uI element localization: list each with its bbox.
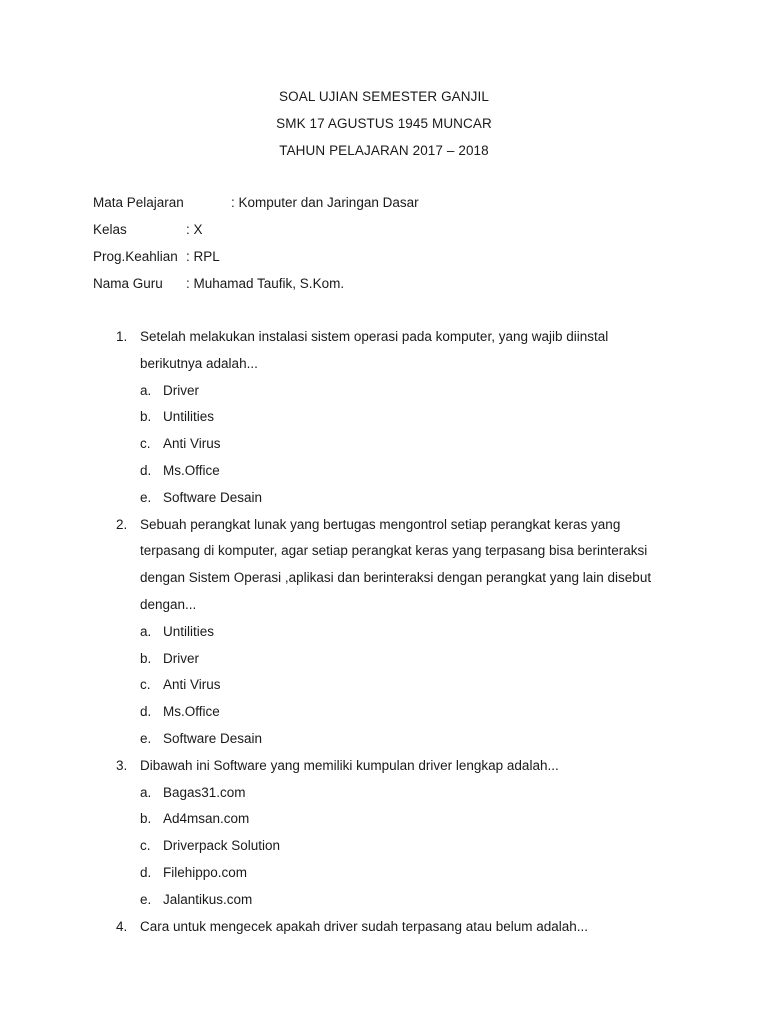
option-letter: e.: [140, 891, 152, 907]
info-value: : Muhamad Taufik, S.Kom.: [186, 276, 345, 291]
option-text: Driver: [163, 650, 199, 666]
option-text: Ms.Office: [163, 462, 220, 478]
option: [0, 462, 768, 489]
question-line: [0, 355, 768, 382]
info-value: : X: [186, 222, 203, 237]
question-line: [0, 542, 768, 569]
exam-info: [93, 194, 419, 302]
option: [0, 489, 768, 516]
question-number: 1.: [116, 329, 128, 344]
question-text: Dibawah ini Software yang memiliki kumpulan driver lengkap adalah...: [140, 757, 559, 773]
option-text: Software Desain: [163, 489, 263, 505]
document-header: [0, 88, 768, 169]
question-line: [0, 757, 768, 784]
info-label: Nama Guru: [93, 276, 163, 291]
option-letter: c.: [140, 436, 151, 452]
option-letter: b.: [140, 811, 152, 827]
question-text: Setelah melakukan instalasi sistem operasi pada komputer, yang wajib diinstal: [140, 329, 609, 344]
question-number: 2.: [116, 516, 128, 532]
option-letter: d.: [140, 704, 152, 720]
option: [0, 810, 768, 837]
header-year: TAHUN PELAJARAN 2017 – 2018: [279, 143, 489, 158]
option-letter: d.: [140, 462, 152, 478]
question-list: [0, 328, 768, 944]
question-text: Cara untuk mengecek apakah driver sudah terpasang atau belum adalah...: [140, 918, 589, 934]
option: [0, 784, 768, 811]
option: [0, 623, 768, 650]
header-school: SMK 17 AGUSTUS 1945 MUNCAR: [276, 116, 492, 131]
option: [0, 435, 768, 462]
option: [0, 730, 768, 757]
option: [0, 837, 768, 864]
option-text: Untilities: [163, 409, 215, 425]
question-number: 4.: [116, 918, 128, 934]
option-letter: b.: [140, 650, 152, 666]
option-text: Anti Virus: [163, 677, 221, 693]
option: [0, 408, 768, 435]
option-text: Driverpack Solution: [163, 838, 281, 854]
option: [0, 382, 768, 409]
option-text: Untilities: [163, 623, 215, 639]
question-3: [0, 757, 768, 918]
option: [0, 676, 768, 703]
option-text: Bagas31.com: [163, 784, 246, 800]
option-text: Software Desain: [163, 730, 263, 746]
info-row-teacher: [93, 275, 419, 302]
info-label: Prog.Keahlian: [93, 249, 178, 264]
question-2: [0, 516, 768, 757]
option-text: Driver: [163, 382, 199, 398]
option-text: Jalantikus.com: [163, 891, 253, 907]
info-value: : Komputer dan Jaringan Dasar: [231, 195, 419, 210]
option-text: Ms.Office: [163, 704, 220, 720]
option-letter: b.: [140, 409, 152, 425]
question-text: dengan Sistem Operasi ,aplikasi dan berinteraksi dengan perangkat yang lain disebut: [140, 570, 652, 586]
option-text: Anti Virus: [163, 436, 221, 452]
info-value: : RPL: [186, 249, 220, 264]
option-letter: a.: [140, 623, 152, 639]
question-line: [0, 516, 768, 543]
question-text: berikutnya adalah...: [140, 355, 258, 371]
info-label: Kelas: [93, 222, 127, 237]
option-text: Filehippo.com: [163, 864, 248, 880]
question-text: terpasang di komputer, agar setiap perangkat keras yang terpasang bisa berinteraksi: [140, 543, 648, 559]
question-number: 3.: [116, 757, 128, 773]
question-text: dengan...: [140, 596, 197, 612]
question-1: [0, 328, 768, 516]
question-4: [0, 918, 768, 945]
option-letter: e.: [140, 489, 152, 505]
option-letter: a.: [140, 784, 152, 800]
option: [0, 650, 768, 677]
info-label: Mata Pelajaran: [93, 195, 184, 210]
option-letter: a.: [140, 382, 152, 398]
option-letter: c.: [140, 838, 151, 854]
option: [0, 703, 768, 730]
question-line: [0, 596, 768, 623]
option-letter: e.: [140, 730, 152, 746]
option-letter: d.: [140, 864, 152, 880]
question-line: [0, 328, 768, 355]
option-letter: c.: [140, 677, 151, 693]
header-title: SOAL UJIAN SEMESTER GANJIL: [279, 89, 489, 104]
question-line: [0, 918, 768, 945]
question-line: [0, 569, 768, 596]
info-row-program: [93, 248, 419, 275]
info-row-subject: [93, 194, 419, 221]
question-text: Sebuah perangkat lunak yang bertugas mengontrol setiap perangkat keras yang: [140, 516, 621, 532]
info-row-class: [93, 221, 419, 248]
option: [0, 891, 768, 918]
option: [0, 864, 768, 891]
option-text: Ad4msan.com: [163, 811, 250, 827]
